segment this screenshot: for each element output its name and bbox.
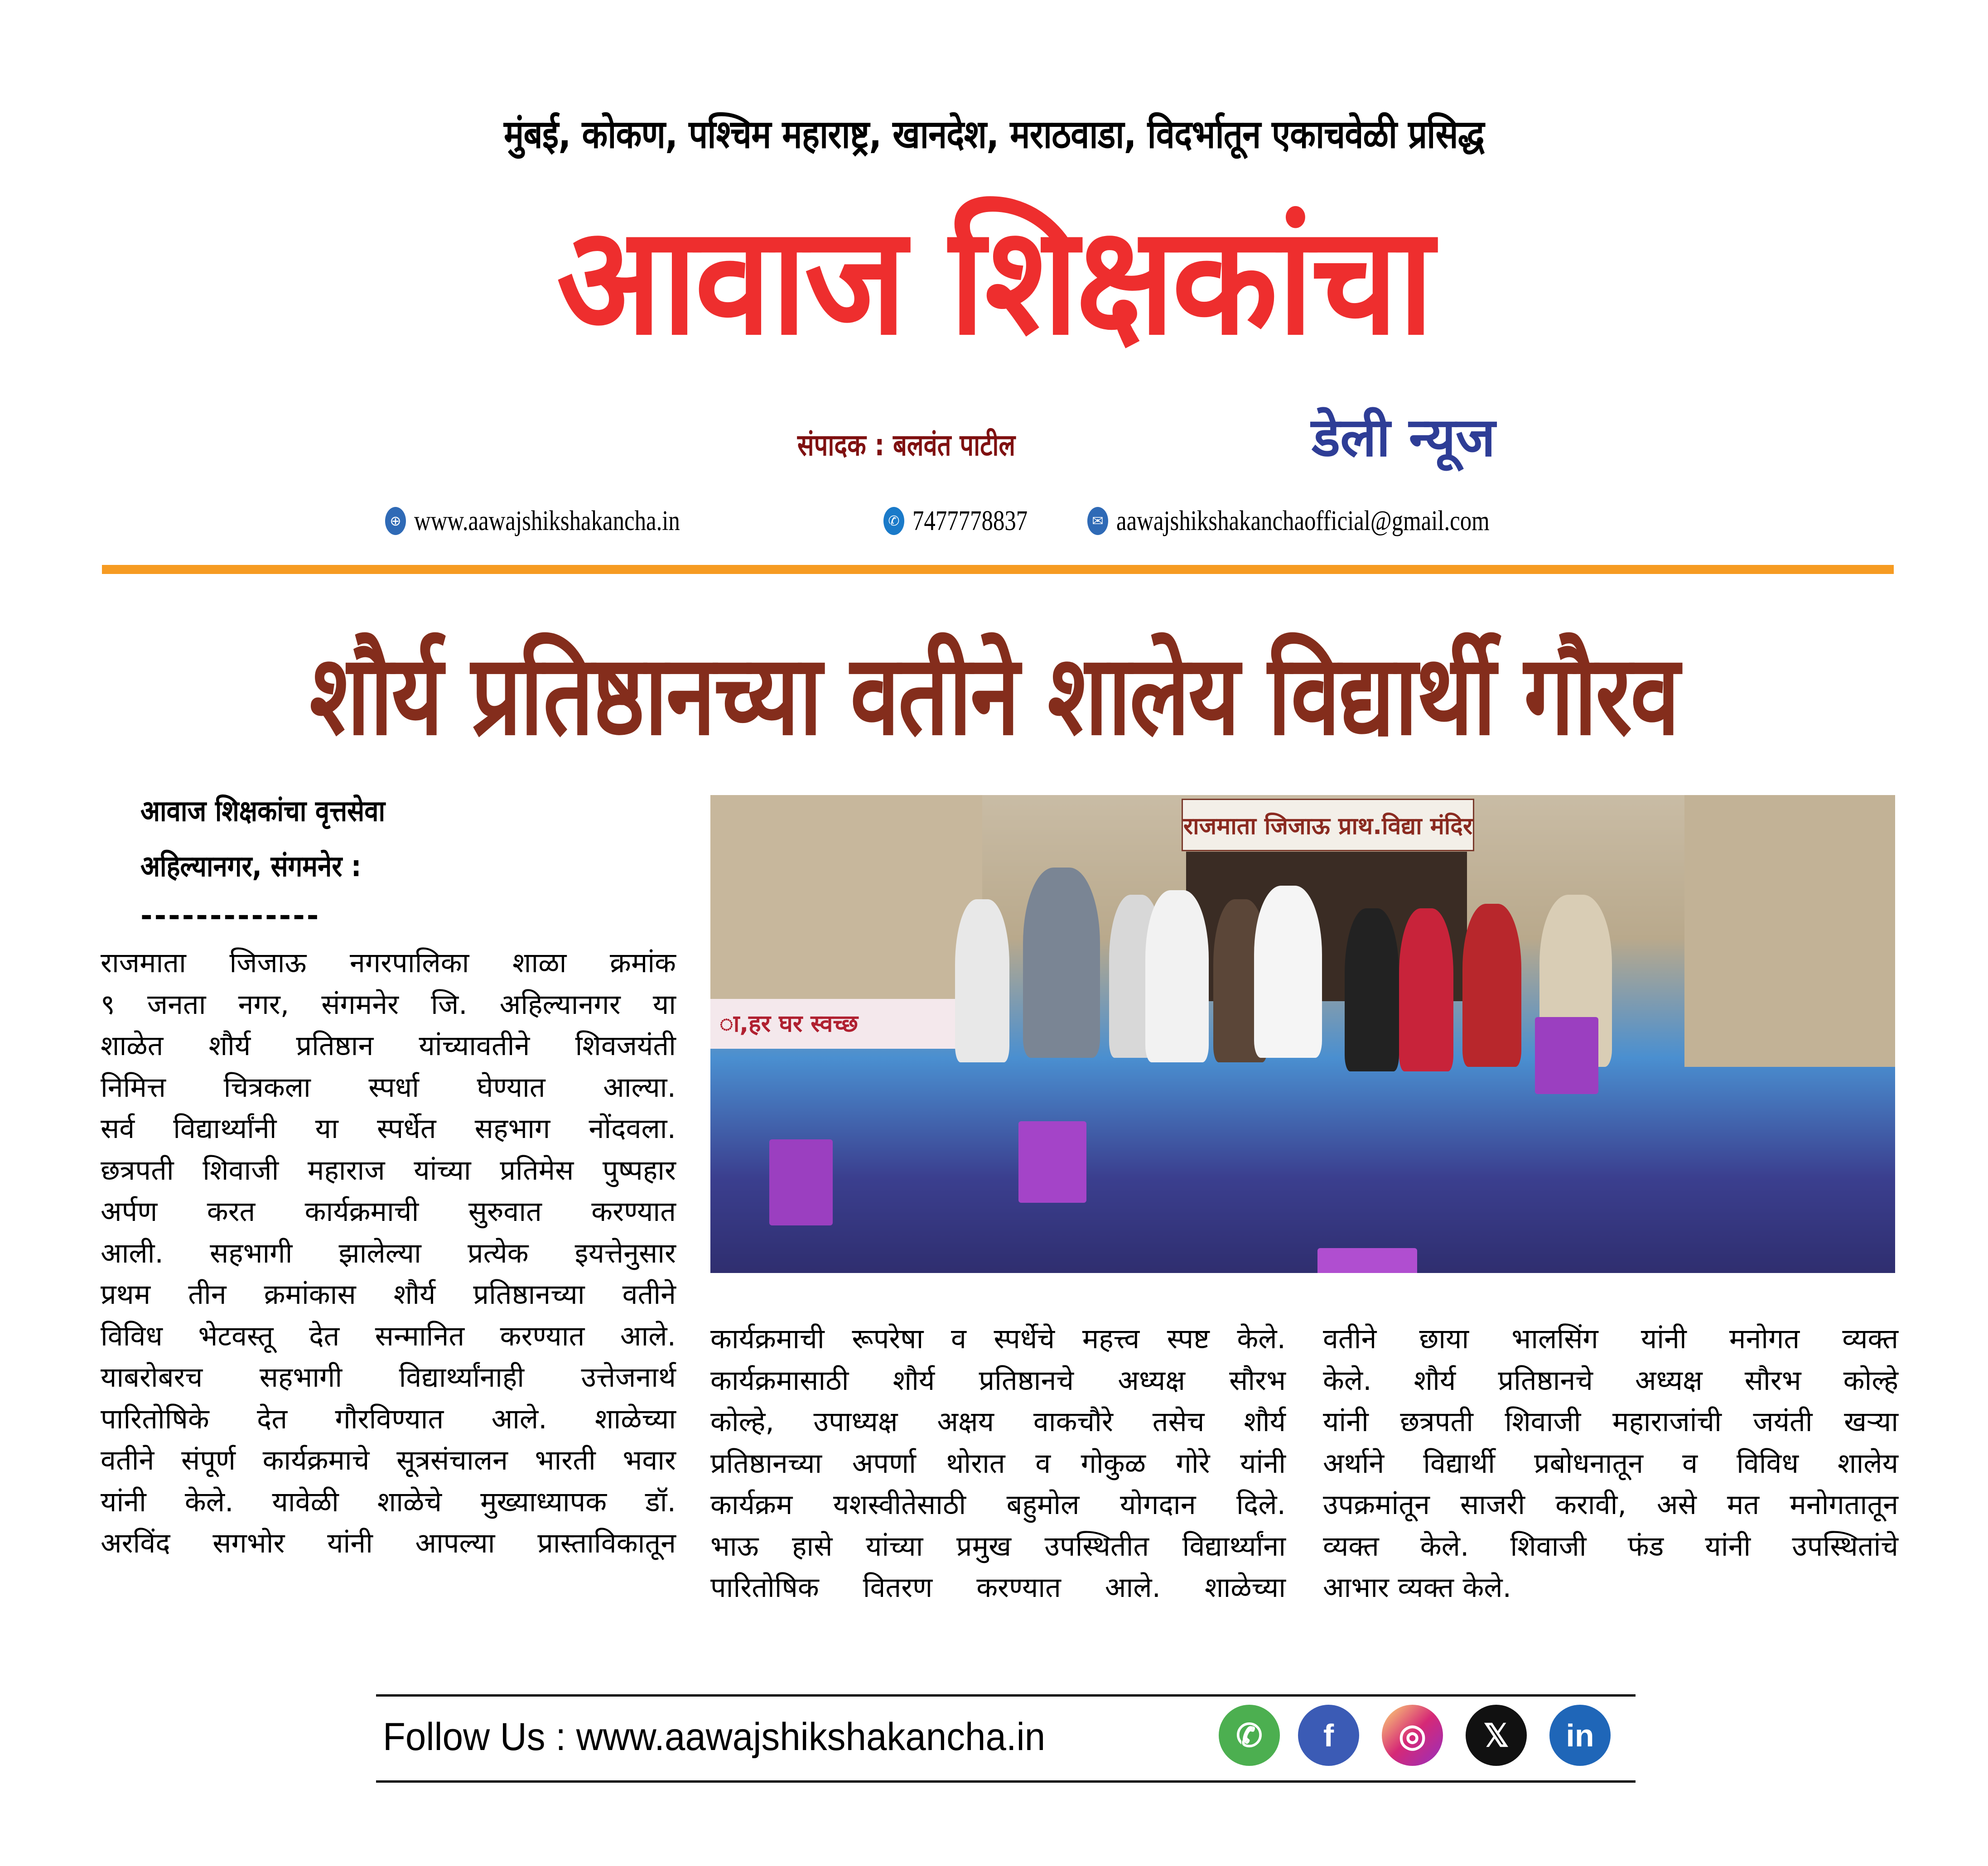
text-line: प्रथम तीन क्रमांकास शौर्य प्रतिष्ठानच्या वतीने (101, 1278, 676, 1311)
article-headline: शौर्य प्रतिष्ठानच्या वतीने शालेय विद्यार्थी गौरव (309, 631, 1679, 760)
editions-line: मुंबई, कोकण, पश्चिम महाराष्ट्र, खानदेश, मराठवाडा, विदर्भातून एकाचवेळी प्रसिद्ध (504, 112, 1484, 157)
email-text: aawajshikshakanchaofficial@gmail.com (1116, 505, 1490, 536)
text-line: वतीने छाया भालसिंग यांनी मनोगत व्यक्त (1323, 1323, 1898, 1355)
text-line: छत्रपती शिवाजी महाराज यांच्या प्रतिमेस पुष्पहार (101, 1154, 676, 1186)
text-line: राजमाता जिजाऊ नगरपालिका शाळा क्रमांक (101, 947, 676, 979)
text-line: भाऊ हासे यांच्या प्रमुख उपस्थितीत विद्यार्थ्यांना (710, 1530, 1286, 1562)
text-line: कार्यक्रम यशस्वीतेसाठी बहुमोल योगदान दिले. (710, 1489, 1286, 1521)
contact-phone[interactable] (883, 503, 1053, 539)
photo-school-sign: राजमाता जिजाऊ प्राथ.विद्या मंदिर (1182, 799, 1474, 851)
text-line: निमित्त चित्रकला स्पर्धा घेण्यात आल्या. (101, 1071, 676, 1104)
text-line: उपक्रमांतून साजरी करावी, असे मत मनोगतातून (1323, 1489, 1898, 1521)
article-column-2 (710, 1318, 1286, 1609)
text-line: कार्यक्रमाची रूपरेषा व स्पर्धेचे महत्त्व स्पष्ट केले. (710, 1323, 1286, 1355)
text-line: पारितोषिक वितरण करण्यात आले. शाळेच्या (710, 1572, 1286, 1604)
text-line: यांनी केले. यावेळी शाळेचे मुख्याध्यापक डॉ. (101, 1485, 676, 1518)
photo-wall-left (710, 795, 982, 1031)
text-line: आभार व्यक्त केले. (1323, 1572, 1512, 1604)
text-line: शाळेत शौर्य प्रतिष्ठान यांच्यावतीने शिवजयंती (101, 1030, 676, 1062)
text-line: आली. सहभागी झालेल्या प्रत्येक इयत्तेनुसार (101, 1237, 676, 1269)
text-line: कोल्हे, उपाध्यक्ष अक्षय वाकचौरे तसेच शौर्य (710, 1406, 1286, 1438)
linkedin-icon[interactable]: in (1549, 1705, 1611, 1766)
text-line: अर्थाने विद्यार्थी प्रबोधनातून व विविध शालेय (1323, 1447, 1898, 1480)
text-line: प्रतिष्ठानच्या अपर्णा थोरात व गोकुळ गोरे यांनी (710, 1447, 1286, 1480)
globe-icon: ⊕ (385, 507, 406, 535)
mail-icon: ✉ (1087, 507, 1108, 535)
text-line: वतीने संपूर्ण कार्यक्रमाचे सूत्रसंचालन भारती भवार (101, 1444, 676, 1476)
instagram-icon[interactable]: ◎ (1382, 1705, 1443, 1766)
text-line: पारितोषिके देत गौरविण्यात आले. शाळेच्या (101, 1403, 676, 1435)
text-line: विविध भेटवस्तू देत सन्मानित करण्यात आले. (101, 1320, 676, 1352)
whatsapp-icon[interactable]: ✆ (1219, 1705, 1280, 1766)
article-column-3 (1323, 1318, 1898, 1609)
photo-banner: ा,हर घर स्वच्छ (710, 999, 973, 1049)
footer-bottom-rule (376, 1780, 1636, 1783)
text-line: कार्यक्रमासाठी शौर्य प्रतिष्ठानचे अध्यक्ष सौरभ (710, 1364, 1286, 1397)
text-line: अरविंद सगभोर यांनी आपल्या प्रास्ताविकातून (101, 1527, 676, 1559)
footer-top-rule (376, 1694, 1636, 1697)
byline-source: आवाज शिक्षकांचा वृत्तसेवा (140, 795, 386, 828)
text-line: व्यक्त केले. शिवाजी फंड यांनी उपस्थितांचे (1323, 1530, 1898, 1562)
text-line: केले. शौर्य प्रतिष्ठानचे अध्यक्ष सौरभ कोल्हे (1323, 1364, 1899, 1397)
photo-wall-right (1684, 795, 1895, 1067)
contact-email[interactable] (1087, 503, 1572, 539)
text-line: याबरोबरच सहभागी विद्यार्थ्यांनाही उत्तेजनार्थ (101, 1361, 676, 1393)
text-line: ९ जनता नगर, संगमनेर जि. अहिल्यानगर या (101, 988, 676, 1021)
x-twitter-icon[interactable]: 𝕏 (1466, 1705, 1527, 1766)
article-column-1 (101, 942, 676, 1564)
byline (140, 793, 385, 885)
follow-us-link[interactable]: Follow Us : www.aawajshikshakancha.in (383, 1715, 1046, 1759)
article-photo (710, 795, 1895, 1273)
facebook-icon[interactable]: f (1298, 1705, 1359, 1766)
text-line: यांनी छत्रपती शिवाजी महाराजांची जयंती खऱ्या (1323, 1406, 1898, 1438)
website-text: www.aawajshikshakancha.in (414, 505, 680, 536)
daily-news-label: डेली न्यूज (1312, 406, 1496, 468)
text-line: सर्व विद्यार्थ्यांनी या स्पर्धेत सहभाग नोंदवला. (101, 1113, 676, 1145)
phone-icon: ✆ (883, 507, 904, 535)
byline-location: अहिल्यानगर, संगमनेर : (140, 850, 362, 883)
text-line: अर्पण करत कार्यक्रमाची सुरुवात करण्यात (101, 1196, 676, 1228)
header-divider (102, 565, 1894, 574)
contact-website[interactable] (385, 503, 738, 539)
masthead-title: आवाज शिक्षकांचा (556, 194, 1432, 368)
byline-separator: ------------- (140, 899, 321, 933)
phone-text: 7477778837 (912, 505, 1028, 536)
editor-credit: संपादक : बलवंत पाटील (797, 428, 1016, 463)
